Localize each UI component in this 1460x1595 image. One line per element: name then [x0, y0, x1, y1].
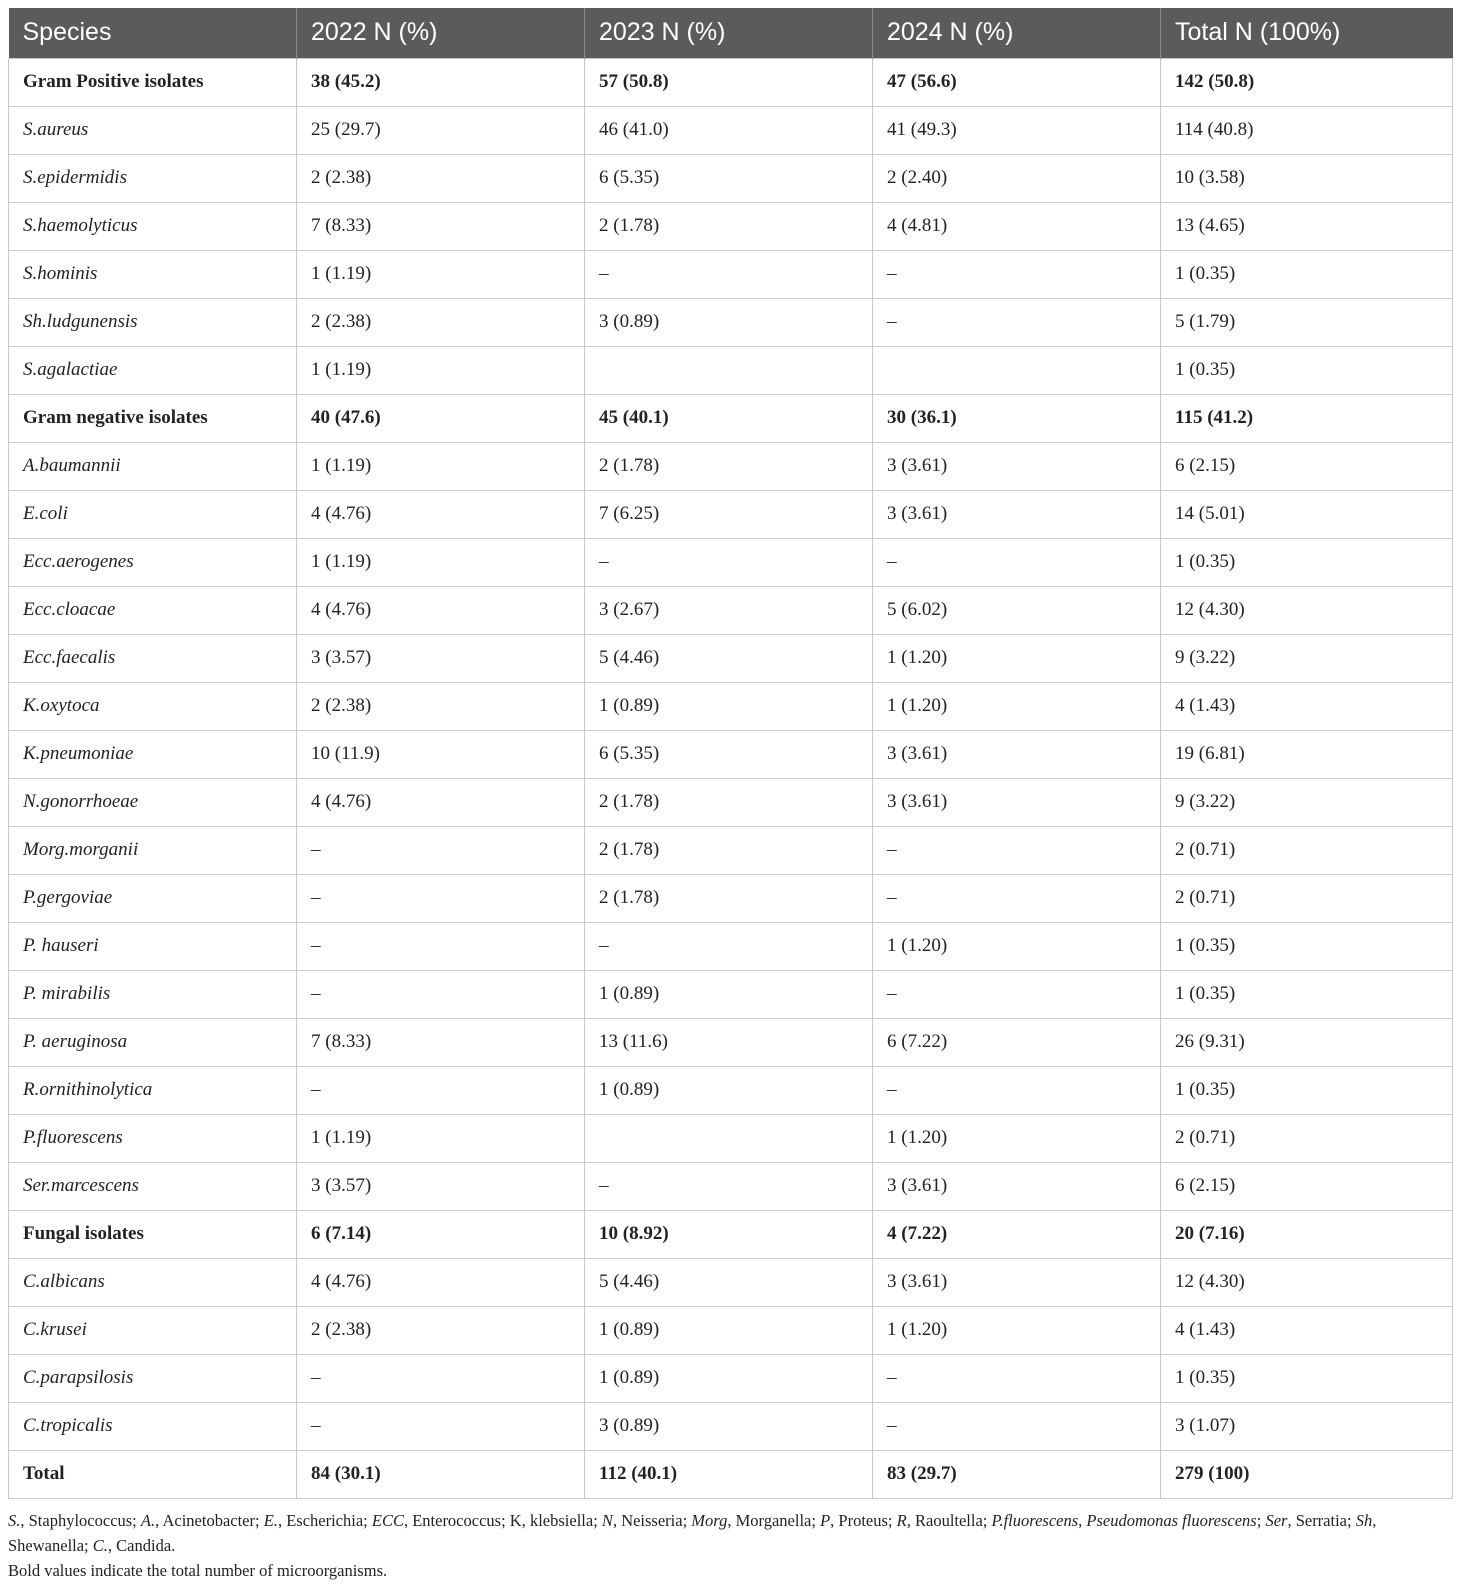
header-2023: 2023 N (%) — [585, 8, 873, 58]
cell-2022: – — [297, 874, 585, 922]
cell-species: S.epidermidis — [9, 154, 297, 202]
cell-2023: 1 (0.89) — [585, 1066, 873, 1114]
abbreviation-term: P.fluorescens, Pseudomonas fluorescens — [991, 1511, 1257, 1530]
bold-values-note: Bold values indicate the total number of microorganisms. — [8, 1561, 388, 1580]
cell-2023: 1 (0.89) — [585, 1354, 873, 1402]
cell-total: 12 (4.30) — [1161, 586, 1453, 634]
cell-total: 114 (40.8) — [1161, 106, 1453, 154]
cell-2022: – — [297, 1066, 585, 1114]
table-row — [9, 1162, 1453, 1210]
cell-2023: – — [585, 538, 873, 586]
table-row — [9, 1354, 1453, 1402]
table-row — [9, 1258, 1453, 1306]
cell-2023: 5 (4.46) — [585, 634, 873, 682]
cell-2022: 2 (2.38) — [297, 682, 585, 730]
cell-2022: 2 (2.38) — [297, 298, 585, 346]
cell-2023: 112 (40.1) — [585, 1450, 873, 1498]
cell-2024: – — [873, 874, 1161, 922]
cell-2023: 1 (0.89) — [585, 682, 873, 730]
cell-2024: 1 (1.20) — [873, 634, 1161, 682]
cell-species: Ecc.aerogenes — [9, 538, 297, 586]
abbreviation-term: K — [509, 1511, 522, 1530]
cell-total: 20 (7.16) — [1161, 1210, 1453, 1258]
cell-2022: 4 (4.76) — [297, 1258, 585, 1306]
cell-species: P. hauseri — [9, 922, 297, 970]
abbreviation-expansion: , Escherichia; — [277, 1511, 372, 1530]
cell-2024: 83 (29.7) — [873, 1450, 1161, 1498]
cell-2022: 4 (4.76) — [297, 490, 585, 538]
abbreviation-expansion: , Candida. — [107, 1536, 176, 1555]
cell-species: Morg.morganii — [9, 826, 297, 874]
table-row — [9, 1066, 1453, 1114]
table-row — [9, 922, 1453, 970]
cell-total: 14 (5.01) — [1161, 490, 1453, 538]
cell-2023: 2 (1.78) — [585, 442, 873, 490]
table-row — [9, 442, 1453, 490]
cell-2024: 1 (1.20) — [873, 1306, 1161, 1354]
table-row — [9, 154, 1453, 202]
cell-2022: 1 (1.19) — [297, 250, 585, 298]
cell-species: C.parapsilosis — [9, 1354, 297, 1402]
cell-total: 279 (100) — [1161, 1450, 1453, 1498]
abbreviation-term: A. — [140, 1511, 156, 1530]
cell-total: 142 (50.8) — [1161, 58, 1453, 106]
table-row-group-total — [9, 58, 1453, 106]
abbreviation-expansion: , Proteus; — [830, 1511, 897, 1530]
cell-2024: 3 (3.61) — [873, 1162, 1161, 1210]
cell-total: 9 (3.22) — [1161, 778, 1453, 826]
cell-total: 4 (1.43) — [1161, 682, 1453, 730]
cell-2023: 45 (40.1) — [585, 394, 873, 442]
table-row — [9, 826, 1453, 874]
cell-2022: – — [297, 922, 585, 970]
cell-2024: 4 (4.81) — [873, 202, 1161, 250]
cell-2022: 25 (29.7) — [297, 106, 585, 154]
cell-2023: 1 (0.89) — [585, 1306, 873, 1354]
cell-2024: – — [873, 1066, 1161, 1114]
cell-2022: 6 (7.14) — [297, 1210, 585, 1258]
cell-total: 2 (0.71) — [1161, 826, 1453, 874]
cell-2023: 2 (1.78) — [585, 778, 873, 826]
cell-2022: 3 (3.57) — [297, 1162, 585, 1210]
cell-2022: 4 (4.76) — [297, 586, 585, 634]
cell-2022: 1 (1.19) — [297, 538, 585, 586]
cell-species: K.pneumoniae — [9, 730, 297, 778]
cell-species: C.tropicalis — [9, 1402, 297, 1450]
abbreviation-term: Ser — [1265, 1511, 1288, 1530]
table-row — [9, 346, 1453, 394]
cell-2023: – — [585, 922, 873, 970]
cell-2023: 1 (0.89) — [585, 970, 873, 1018]
table-row — [9, 586, 1453, 634]
cell-2024: 4 (7.22) — [873, 1210, 1161, 1258]
cell-2024: 3 (3.61) — [873, 778, 1161, 826]
table-row-group-total — [9, 1210, 1453, 1258]
cell-2024: 30 (36.1) — [873, 394, 1161, 442]
abbreviation-term: P — [820, 1511, 831, 1530]
cell-2022: – — [297, 970, 585, 1018]
table-row-group-total — [9, 394, 1453, 442]
abbreviation-expansion: , Serratia; — [1287, 1511, 1356, 1530]
cell-2024 — [873, 346, 1161, 394]
cell-total: 6 (2.15) — [1161, 1162, 1453, 1210]
cell-2024: 3 (3.61) — [873, 490, 1161, 538]
cell-total: 1 (0.35) — [1161, 970, 1453, 1018]
table-row — [9, 1018, 1453, 1066]
cell-total: 1 (0.35) — [1161, 538, 1453, 586]
cell-species: S.haemolyticus — [9, 202, 297, 250]
table-row — [9, 250, 1453, 298]
cell-species: Total — [9, 1450, 297, 1498]
table-row — [9, 778, 1453, 826]
cell-2023: – — [585, 250, 873, 298]
cell-species: Fungal isolates — [9, 1210, 297, 1258]
cell-total: 26 (9.31) — [1161, 1018, 1453, 1066]
cell-2024: 41 (49.3) — [873, 106, 1161, 154]
cell-species: Gram Positive isolates — [9, 58, 297, 106]
cell-species: P. mirabilis — [9, 970, 297, 1018]
cell-2022: 1 (1.19) — [297, 346, 585, 394]
cell-2022: 7 (8.33) — [297, 202, 585, 250]
table-row — [9, 970, 1453, 1018]
cell-2024: 1 (1.20) — [873, 682, 1161, 730]
abbreviation-term: Sh — [1355, 1511, 1373, 1530]
abbreviation-expansion: , klebsiella; — [521, 1511, 602, 1530]
cell-2022: 1 (1.19) — [297, 1114, 585, 1162]
cell-2023 — [585, 346, 873, 394]
cell-species: S.aureus — [9, 106, 297, 154]
table-row — [9, 490, 1453, 538]
cell-2024: – — [873, 1402, 1161, 1450]
cell-total: 2 (0.71) — [1161, 1114, 1453, 1162]
cell-total: 9 (3.22) — [1161, 634, 1453, 682]
abbreviation-expansion: , Morganella; — [727, 1511, 821, 1530]
cell-2023: 13 (11.6) — [585, 1018, 873, 1066]
cell-2024: – — [873, 970, 1161, 1018]
cell-species: S.agalactiae — [9, 346, 297, 394]
cell-2022: 40 (47.6) — [297, 394, 585, 442]
table-row — [9, 202, 1453, 250]
header-2024: 2024 N (%) — [873, 8, 1161, 58]
abbreviation-term: C. — [92, 1536, 108, 1555]
cell-2022: 4 (4.76) — [297, 778, 585, 826]
cell-2022: 1 (1.19) — [297, 442, 585, 490]
cell-2024: – — [873, 826, 1161, 874]
table-row — [9, 1306, 1453, 1354]
cell-2022: 2 (2.38) — [297, 154, 585, 202]
cell-2022: – — [297, 1354, 585, 1402]
cell-total: 1 (0.35) — [1161, 346, 1453, 394]
cell-2023: 6 (5.35) — [585, 730, 873, 778]
cell-species: R.ornithinolytica — [9, 1066, 297, 1114]
cell-species: S.hominis — [9, 250, 297, 298]
abbreviation-expansion: , Shewanella; — [8, 1511, 1377, 1555]
cell-species: C.krusei — [9, 1306, 297, 1354]
cell-2023: 46 (41.0) — [585, 106, 873, 154]
table-row — [9, 730, 1453, 778]
cell-total: 6 (2.15) — [1161, 442, 1453, 490]
table-row — [9, 874, 1453, 922]
cell-2024: – — [873, 298, 1161, 346]
cell-2022: – — [297, 1402, 585, 1450]
abbreviation-expansion: , Acinetobacter; — [155, 1511, 264, 1530]
cell-total: 10 (3.58) — [1161, 154, 1453, 202]
table-row — [9, 106, 1453, 154]
cell-species: N.gonorrhoeae — [9, 778, 297, 826]
abbreviation-term: ECC — [371, 1511, 404, 1530]
cell-2024: 3 (3.61) — [873, 442, 1161, 490]
cell-total: 1 (0.35) — [1161, 250, 1453, 298]
table-row — [9, 634, 1453, 682]
cell-2023: 2 (1.78) — [585, 202, 873, 250]
cell-species: P.fluorescens — [9, 1114, 297, 1162]
cell-2022: 10 (11.9) — [297, 730, 585, 778]
header-total: Total N (100%) — [1161, 8, 1453, 58]
cell-total: 4 (1.43) — [1161, 1306, 1453, 1354]
cell-total: 19 (6.81) — [1161, 730, 1453, 778]
cell-2024: – — [873, 1354, 1161, 1402]
header-2022: 2022 N (%) — [297, 8, 585, 58]
header-species: Species — [9, 8, 297, 58]
cell-species: P. aeruginosa — [9, 1018, 297, 1066]
cell-total: 2 (0.71) — [1161, 874, 1453, 922]
table-row — [9, 298, 1453, 346]
cell-2023: 57 (50.8) — [585, 58, 873, 106]
table-footnotes — [8, 1508, 1448, 1583]
cell-2023: 7 (6.25) — [585, 490, 873, 538]
table-row — [9, 1402, 1453, 1450]
cell-2023: 3 (0.89) — [585, 298, 873, 346]
cell-species: P.gergoviae — [9, 874, 297, 922]
cell-2022: 2 (2.38) — [297, 1306, 585, 1354]
cell-species: Sh.ludgunensis — [9, 298, 297, 346]
cell-2024: 6 (7.22) — [873, 1018, 1161, 1066]
cell-2023: 6 (5.35) — [585, 154, 873, 202]
cell-species: A.baumannii — [9, 442, 297, 490]
cell-total: 115 (41.2) — [1161, 394, 1453, 442]
cell-total: 12 (4.30) — [1161, 1258, 1453, 1306]
cell-species: K.oxytoca — [9, 682, 297, 730]
cell-2024: 2 (2.40) — [873, 154, 1161, 202]
cell-2024: 3 (3.61) — [873, 1258, 1161, 1306]
table-row — [9, 682, 1453, 730]
cell-species: Ecc.faecalis — [9, 634, 297, 682]
abbreviation-term: Morg — [691, 1511, 728, 1530]
cell-total: 1 (0.35) — [1161, 922, 1453, 970]
cell-2023: 3 (2.67) — [585, 586, 873, 634]
cell-2022: 84 (30.1) — [297, 1450, 585, 1498]
species-table — [8, 8, 1453, 1499]
table-body — [9, 58, 1453, 1498]
cell-total: 3 (1.07) — [1161, 1402, 1453, 1450]
cell-2023: 3 (0.89) — [585, 1402, 873, 1450]
cell-total: 1 (0.35) — [1161, 1354, 1453, 1402]
cell-2023: 5 (4.46) — [585, 1258, 873, 1306]
cell-2024: 1 (1.20) — [873, 922, 1161, 970]
cell-species: Ecc.cloacae — [9, 586, 297, 634]
abbreviation-expansion: , Staphylococcus; — [20, 1511, 141, 1530]
cell-2023: 10 (8.92) — [585, 1210, 873, 1258]
cell-2024: 1 (1.20) — [873, 1114, 1161, 1162]
abbreviation-expansion: ; — [1256, 1511, 1266, 1530]
table-row — [9, 1114, 1453, 1162]
cell-2024: 3 (3.61) — [873, 730, 1161, 778]
cell-species: C.albicans — [9, 1258, 297, 1306]
cell-2024: – — [873, 538, 1161, 586]
cell-species: Gram negative isolates — [9, 394, 297, 442]
cell-2022: – — [297, 826, 585, 874]
header-row — [9, 8, 1453, 58]
species-table-container — [8, 8, 1452, 1499]
abbreviation-expansion: , Enterococcus; — [403, 1511, 510, 1530]
cell-2022: 38 (45.2) — [297, 58, 585, 106]
abbreviation-term: S. — [8, 1511, 21, 1530]
cell-2024: 5 (6.02) — [873, 586, 1161, 634]
cell-total: 1 (0.35) — [1161, 1066, 1453, 1114]
abbreviation-expansion: , Neisseria; — [612, 1511, 692, 1530]
cell-2024: – — [873, 250, 1161, 298]
cell-2023: – — [585, 1162, 873, 1210]
cell-2023: 2 (1.78) — [585, 826, 873, 874]
cell-2022: 7 (8.33) — [297, 1018, 585, 1066]
cell-species: Ser.marcescens — [9, 1162, 297, 1210]
cell-species: E.coli — [9, 490, 297, 538]
abbreviation-term: E. — [263, 1511, 278, 1530]
cell-total: 5 (1.79) — [1161, 298, 1453, 346]
abbreviation-term: R, — [896, 1511, 911, 1530]
cell-total: 13 (4.65) — [1161, 202, 1453, 250]
table-row-group-total — [9, 1450, 1453, 1498]
cell-2023 — [585, 1114, 873, 1162]
table-row — [9, 538, 1453, 586]
table-header — [9, 8, 1453, 58]
abbreviation-expansion: Raoultella; — [910, 1511, 992, 1530]
abbreviation-term: N — [601, 1511, 613, 1530]
abbreviations-note — [8, 1508, 1448, 1558]
cell-2024: 47 (56.6) — [873, 58, 1161, 106]
cell-2023: 2 (1.78) — [585, 874, 873, 922]
cell-2022: 3 (3.57) — [297, 634, 585, 682]
